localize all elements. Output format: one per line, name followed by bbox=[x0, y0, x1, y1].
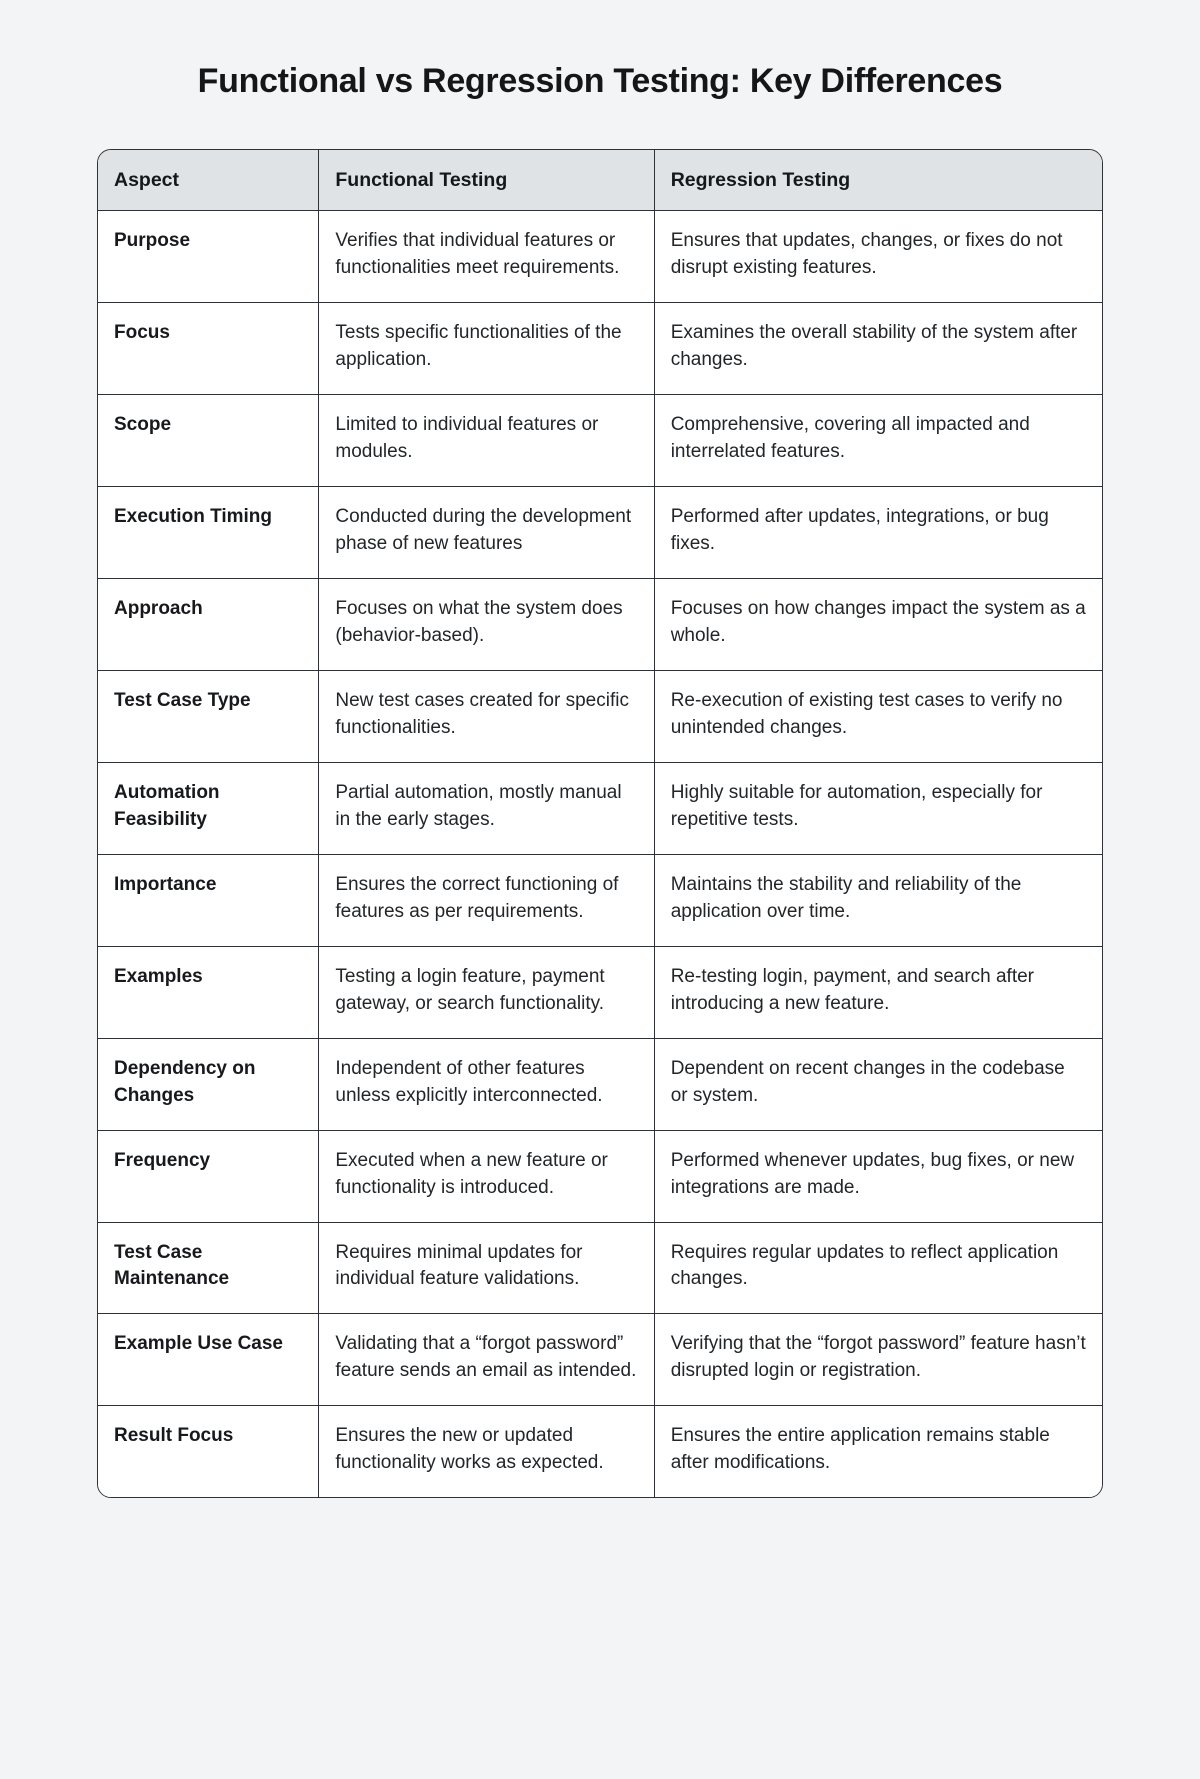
table-row bbox=[98, 303, 1102, 395]
aspect-cell: Scope bbox=[98, 395, 319, 487]
functional-testing-cell: Limited to individual features or modules. bbox=[319, 395, 654, 487]
table-row bbox=[98, 670, 1102, 762]
regression-testing-cell: Maintains the stability and reliability of the application over time. bbox=[654, 854, 1102, 946]
column-header-functional-testing: Functional Testing bbox=[319, 150, 654, 211]
table-row bbox=[98, 1130, 1102, 1222]
table-row bbox=[98, 854, 1102, 946]
functional-testing-cell: Partial automation, mostly manual in the early stages. bbox=[319, 762, 654, 854]
aspect-cell: Result Focus bbox=[98, 1406, 319, 1497]
functional-testing-cell: Verifies that individual features or functionalities meet requirements. bbox=[319, 211, 654, 303]
regression-testing-cell: Highly suitable for automation, especially for repetitive tests. bbox=[654, 762, 1102, 854]
table-row bbox=[98, 487, 1102, 579]
aspect-cell: Frequency bbox=[98, 1130, 319, 1222]
aspect-cell: Focus bbox=[98, 303, 319, 395]
aspect-cell: Examples bbox=[98, 946, 319, 1038]
functional-testing-cell: Executed when a new feature or functionality is introduced. bbox=[319, 1130, 654, 1222]
table-row bbox=[98, 1038, 1102, 1130]
table-row bbox=[98, 395, 1102, 487]
table-row bbox=[98, 1406, 1102, 1497]
page-title: Functional vs Regression Testing: Key Differences bbox=[197, 62, 1003, 100]
regression-testing-cell: Performed after updates, integrations, or bug fixes. bbox=[654, 487, 1102, 579]
aspect-cell: Example Use Case bbox=[98, 1314, 319, 1406]
functional-testing-cell: Testing a login feature, payment gateway, or search functionality. bbox=[319, 946, 654, 1038]
functional-testing-cell: Tests specific functionalities of the application. bbox=[319, 303, 654, 395]
aspect-cell: Test Case Maintenance bbox=[98, 1222, 319, 1314]
aspect-cell: Execution Timing bbox=[98, 487, 319, 579]
functional-testing-cell: Requires minimal updates for individual feature validations. bbox=[319, 1222, 654, 1314]
table-row bbox=[98, 578, 1102, 670]
regression-testing-cell: Ensures that updates, changes, or fixes do not disrupt existing features. bbox=[654, 211, 1102, 303]
regression-testing-cell: Dependent on recent changes in the codebase or system. bbox=[654, 1038, 1102, 1130]
table-row bbox=[98, 762, 1102, 854]
comparison-table bbox=[97, 149, 1103, 1499]
aspect-cell: Dependency on Changes bbox=[98, 1038, 319, 1130]
functional-testing-cell: New test cases created for specific functionalities. bbox=[319, 670, 654, 762]
regression-testing-cell: Requires regular updates to reflect application changes. bbox=[654, 1222, 1102, 1314]
aspect-cell: Approach bbox=[98, 578, 319, 670]
aspect-cell: Importance bbox=[98, 854, 319, 946]
regression-testing-cell: Verifying that the “forgot password” feature hasn’t disrupted login or registration. bbox=[654, 1314, 1102, 1406]
aspect-cell: Purpose bbox=[98, 211, 319, 303]
regression-testing-cell: Examines the overall stability of the system after changes. bbox=[654, 303, 1102, 395]
functional-testing-cell: Focuses on what the system does (behavior-based). bbox=[319, 578, 654, 670]
comparison-table-grid bbox=[98, 150, 1102, 1498]
regression-testing-cell: Performed whenever updates, bug fixes, or new integrations are made. bbox=[654, 1130, 1102, 1222]
table-body bbox=[98, 211, 1102, 1498]
functional-testing-cell: Conducted during the development phase of new features bbox=[319, 487, 654, 579]
table-row bbox=[98, 1314, 1102, 1406]
regression-testing-cell: Re-execution of existing test cases to verify no unintended changes. bbox=[654, 670, 1102, 762]
table-row bbox=[98, 211, 1102, 303]
functional-testing-cell: Validating that a “forgot password” feature sends an email as intended. bbox=[319, 1314, 654, 1406]
aspect-cell: Test Case Type bbox=[98, 670, 319, 762]
regression-testing-cell: Focuses on how changes impact the system as a whole. bbox=[654, 578, 1102, 670]
aspect-cell: Automation Feasibility bbox=[98, 762, 319, 854]
functional-testing-cell: Independent of other features unless explicitly interconnected. bbox=[319, 1038, 654, 1130]
column-header-regression-testing: Regression Testing bbox=[654, 150, 1102, 211]
column-header-aspect: Aspect bbox=[98, 150, 319, 211]
regression-testing-cell: Ensures the entire application remains stable after modifications. bbox=[654, 1406, 1102, 1497]
table-row bbox=[98, 1222, 1102, 1314]
table-row bbox=[98, 946, 1102, 1038]
regression-testing-cell: Comprehensive, covering all impacted and interrelated features. bbox=[654, 395, 1102, 487]
functional-testing-cell: Ensures the correct functioning of features as per requirements. bbox=[319, 854, 654, 946]
functional-testing-cell: Ensures the new or updated functionality works as expected. bbox=[319, 1406, 654, 1497]
regression-testing-cell: Re-testing login, payment, and search after introducing a new feature. bbox=[654, 946, 1102, 1038]
table-header-row bbox=[98, 150, 1102, 211]
